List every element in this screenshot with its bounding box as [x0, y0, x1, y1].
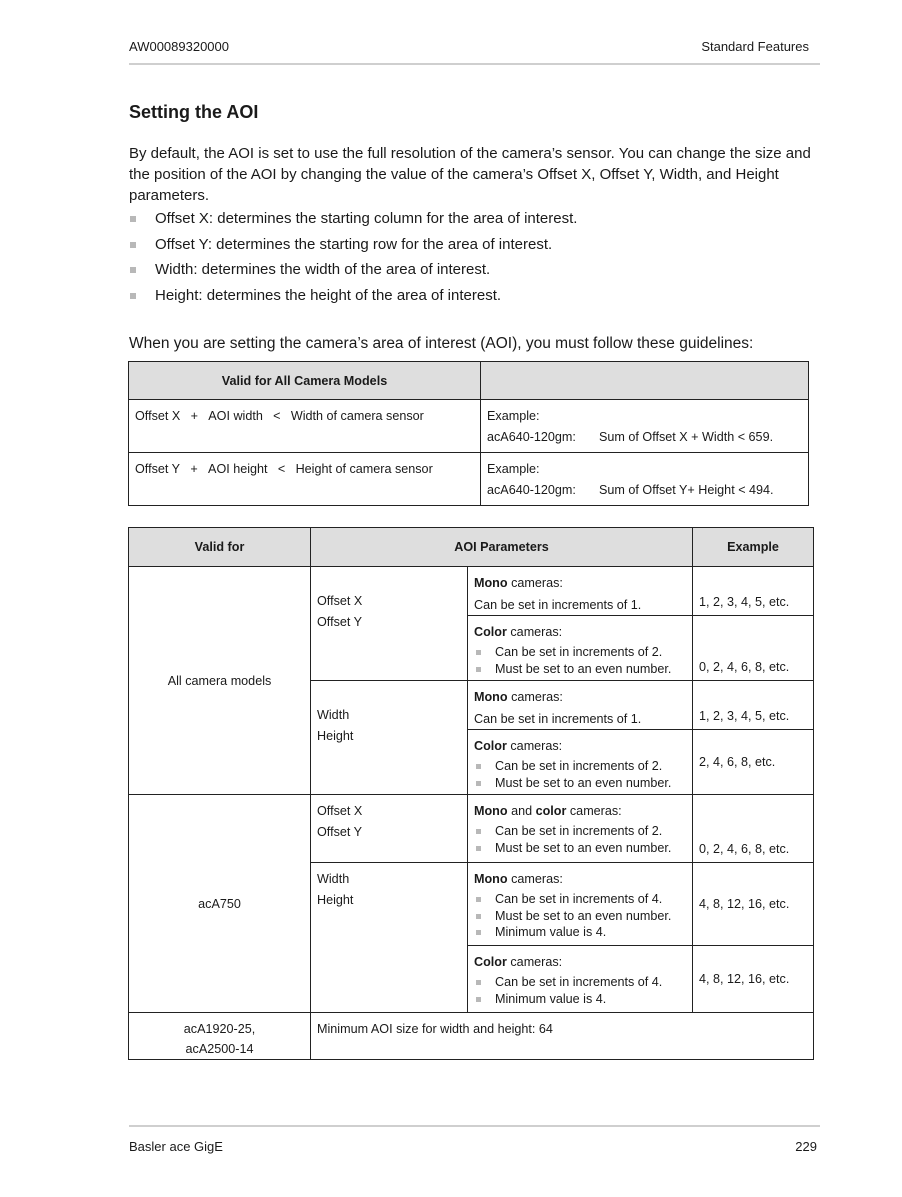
color-desc: Color cameras: Can be set in increments of 2. Must be set to an even number.: [468, 616, 693, 681]
mono-desc: Mono cameras: Can be set in increments of 1.: [468, 681, 693, 730]
footer-product: Basler ace GigE: [129, 1139, 223, 1154]
header-divider: [129, 63, 820, 65]
valid-for-aca750: acA750: [129, 795, 311, 1013]
bullet-square-icon: [130, 216, 136, 222]
mono-desc: Mono cameras: Can be set in increments of 1.: [468, 567, 693, 616]
valid-for-large-models: acA1920-25, acA2500-14: [129, 1013, 311, 1060]
param-offset: Offset X Offset Y: [311, 567, 468, 681]
section-title: Setting the AOI: [129, 102, 259, 122]
mono-desc: Mono cameras: Can be set in increments of 4. Must be set to an even number. Minimum value is 4.: [468, 863, 693, 946]
example-cell: Example: acA640-120gm: Sum of Offset X + Width < 659.: [481, 400, 809, 453]
table-header: Valid for All Camera Models: [129, 362, 481, 400]
table-row: [129, 567, 814, 616]
table-row: [129, 453, 809, 506]
parameter-list: [129, 208, 819, 310]
bullet-square-icon: [476, 781, 481, 786]
example-cell: Example: acA640-120gm: Sum of Offset Y+ Height < 494.: [481, 453, 809, 506]
list-item: Height: determines the height of the area of interest.: [129, 285, 819, 311]
example-value: 4, 8, 12, 16, etc.: [693, 863, 814, 946]
rule-cell: Offset Y + AOI height < Height of camera sensor: [129, 453, 481, 506]
example-value: 0, 2, 4, 6, 8, etc.: [693, 616, 814, 681]
mono-color-desc: Mono and color cameras: Can be set in increments of 2. Must be set to an even number.: [468, 795, 693, 863]
bullet-square-icon: [130, 267, 136, 273]
example-value: 2, 4, 6, 8, etc.: [693, 730, 814, 795]
bullet-square-icon: [476, 829, 481, 834]
color-desc: Color cameras: Can be set in increments of 2. Must be set to an even number.: [468, 730, 693, 795]
bullet-square-icon: [476, 650, 481, 655]
header-doc-id: AW00089320000: [129, 39, 229, 54]
minimum-aoi-note: Minimum AOI size for width and height: 64: [311, 1013, 814, 1060]
list-item: Offset X: determines the starting column for the area of interest.: [129, 208, 819, 234]
example-value: 1, 2, 3, 4, 5, etc.: [693, 681, 814, 730]
header-valid-for: Valid for: [129, 528, 311, 567]
param-offset: Offset X Offset Y: [311, 795, 468, 863]
example-value: 4, 8, 12, 16, etc.: [693, 946, 814, 1013]
rule-cell: Offset X + AOI width < Width of camera sensor: [129, 400, 481, 453]
bullet-square-icon: [476, 897, 481, 902]
header-aoi-parameters: AOI Parameters: [311, 528, 693, 567]
table-row: [129, 1013, 814, 1060]
header-section: Standard Features: [701, 39, 809, 54]
bullet-square-icon: [476, 930, 481, 935]
header-example: Example: [693, 528, 814, 567]
intro-paragraph: By default, the AOI is set to use the full resolution of the camera’s sensor. You can change the size and the position of the AOI by changing the value of the camera’s Offset X, Offset Y, Width, and Height parameters.: [129, 145, 811, 204]
bullet-square-icon: [130, 242, 136, 248]
footer-divider: [129, 1125, 820, 1127]
table-header-empty: [481, 362, 809, 400]
bullet-square-icon: [476, 914, 481, 919]
table-row: [129, 400, 809, 453]
param-size: Width Height: [311, 681, 468, 795]
color-desc: Color cameras: Can be set in increments of 4. Minimum value is 4.: [468, 946, 693, 1013]
guidelines-table: [128, 361, 809, 506]
guidelines-intro: When you are setting the camera’s area of interest (AOI), you must follow these guidelines:: [129, 335, 754, 352]
page-number: 229: [795, 1139, 817, 1154]
example-value: 0, 2, 4, 6, 8, etc.: [693, 795, 814, 863]
bullet-square-icon: [476, 846, 481, 851]
list-item: Width: determines the width of the area of interest.: [129, 259, 819, 285]
bullet-square-icon: [476, 667, 481, 672]
aoi-parameters-table: [128, 527, 814, 1060]
valid-for-all-models: All camera models: [129, 567, 311, 795]
list-item: Offset Y: determines the starting row for the area of interest.: [129, 234, 819, 260]
bullet-square-icon: [476, 980, 481, 985]
bullet-square-icon: [130, 293, 136, 299]
bullet-square-icon: [476, 764, 481, 769]
param-size: Width Height: [311, 863, 468, 1013]
example-value: 1, 2, 3, 4, 5, etc.: [693, 567, 814, 616]
bullet-square-icon: [476, 997, 481, 1002]
table-row: [129, 795, 814, 863]
